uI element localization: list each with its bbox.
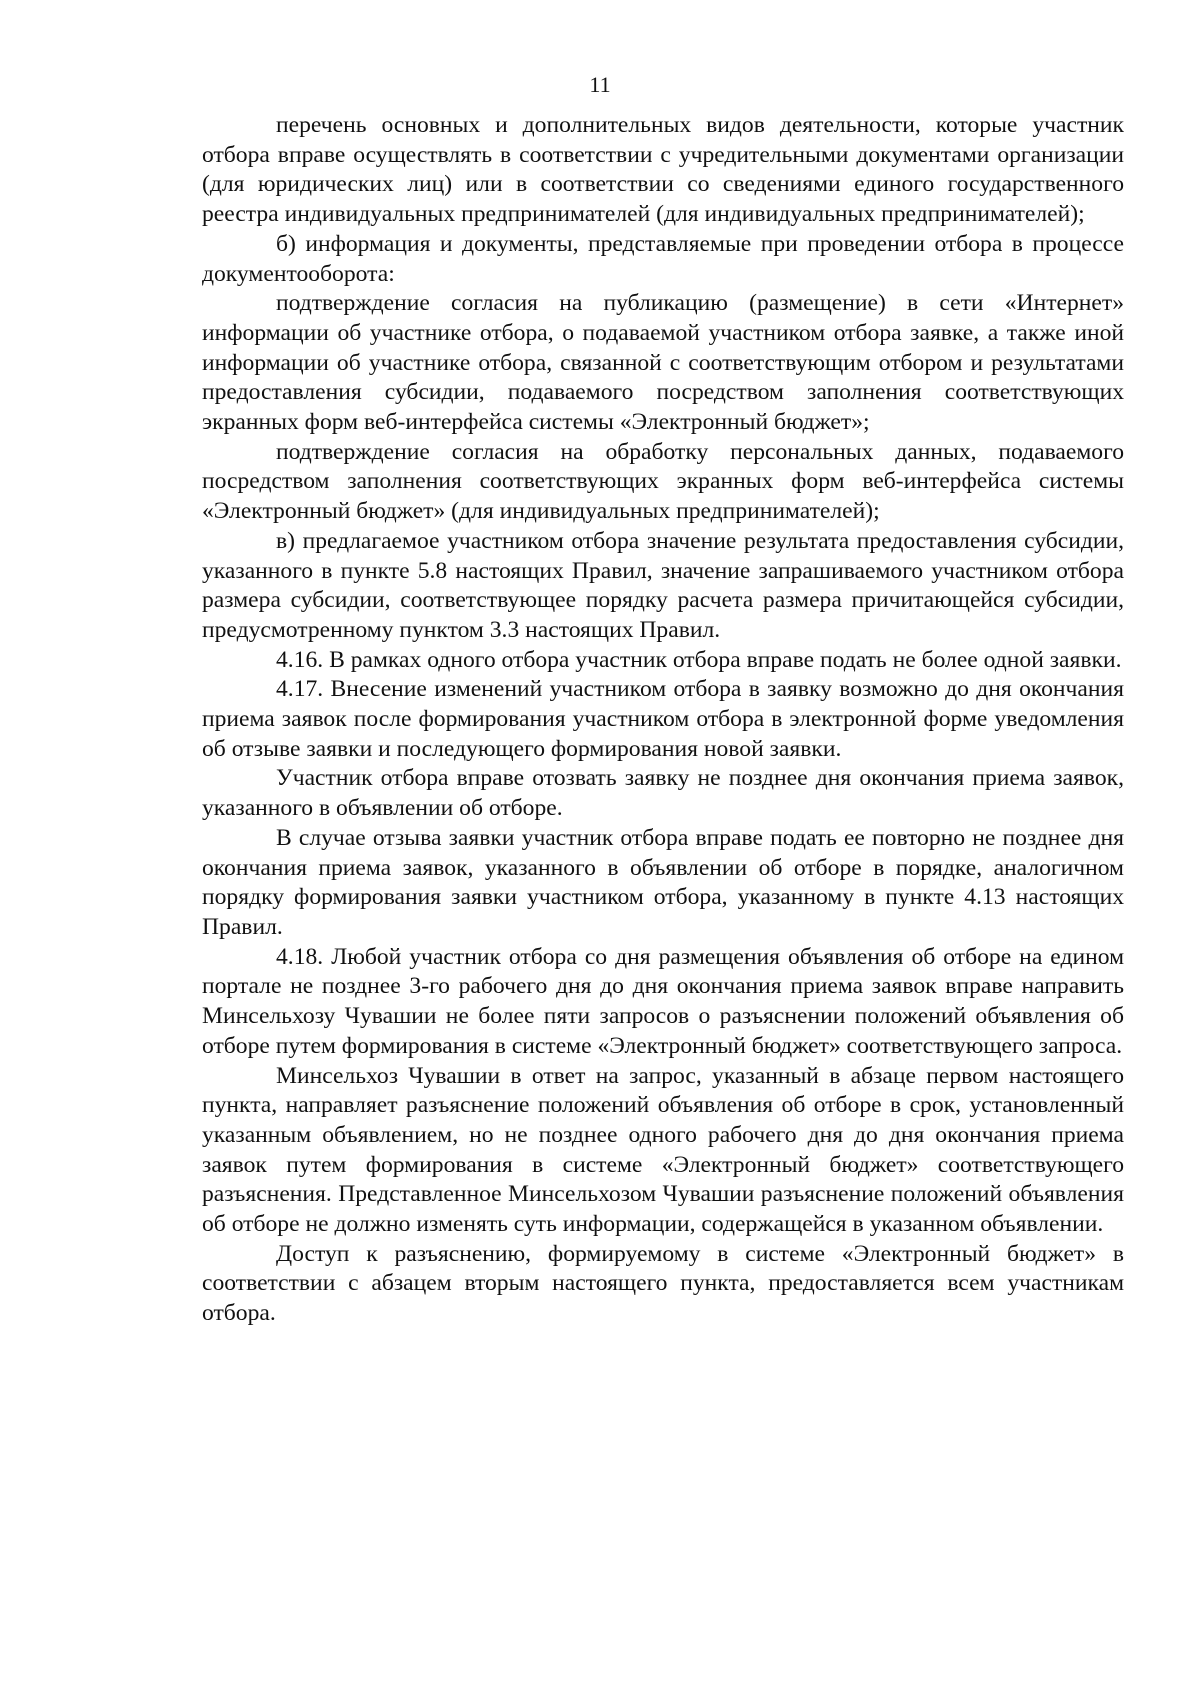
paragraph-clause-c: в) предлагаемое участником отбора значение результата предоставления субсидии, указанного в пункте 5.8 настоящих Правил, значение запрашиваемого участником отбора размера субсидии, соответствующее порядку расчета размера причитающейся субсидии, предусмотренному пунктом 3.3 настоящих Правил. [202,527,1124,643]
document-body [202,111,1124,1329]
paragraph-personal-data-consent: подтверждение согласия на обработку персональных данных, подаваемого посредством заполнения соответствующих экранных форм веб-интерфейса системы «Электронный бюджет» (для индивидуальных предпринимателей); [202,438,1124,525]
paragraph-activities-list: перечень основных и дополнительных видов деятельности, которые участник отбора вправе осуществлять в соответствии с учредительными документами организации (для юридических лиц) или в соответствии со сведениями единого государственного реестра индивидуальных предпринимателей (для индивидуальных предпринимателей); [202,112,1124,228]
paragraph-publication-consent: подтверждение согласия на публикацию (размещение) в сети «Интернет» информации об участнике отбора, о подаваемой участником отбора заявке, а также иной информации об участнике отбора, связанной с соответствующим отбором и результатами предоставления субсидии, подаваемого посредством заполнения соответствующих экранных форм веб-интерфейса системы «Электронный бюджет»; [202,290,1124,436]
page-number: 11 [589,72,611,97]
paragraph-access-to-clarification: Доступ к разъяснению, формируемому в системе «Электронный бюджет» в соответствии с абзацем вторым настоящего пункта, предоставляется всем участникам отбора. [202,1240,1124,1327]
paragraph-4-18: 4.18. Любой участник отбора со дня размещения объявления об отборе на едином портале не позднее 3-го рабочего дня до дня окончания приема заявок вправе направить Минсельхозу Чувашии не более пяти запросов о разъяснении положений объявления об отборе путем формирования в системе «Электронный бюджет» соответствующего запроса. [202,943,1124,1059]
paragraph-withdraw-application: Участник отбора вправе отозвать заявку не позднее дня окончания приема заявок, указанного в объявлении об отборе. [202,765,1124,822]
paragraph-4-16: 4.16. В рамках одного отбора участник отбора вправе подать не более одной заявки. [276,646,1122,673]
paragraph-4-17: 4.17. Внесение изменений участником отбора в заявку возможно до дня окончания приема заявок после формирования участником отбора в электронной форме уведомления об отзыве заявки и последующего формирования новой заявки. [202,676,1124,762]
paragraph-ministry-response: Минсельхоз Чувашии в ответ на запрос, указанный в абзаце первом настоящего пункта, направляет разъяснение положений объявления об отборе в срок, установленный указанным объявлением, но не позднее одного рабочего дня до дня окончания приема заявок путем формирования в системе «Электронный бюджет» соответствующего разъяснения. Представленное Минсельхозом Чувашии разъяснение положений объявления об отборе не должно изменять суть информации, содержащейся в указанном объявлении. [202,1062,1124,1238]
paragraph-resubmit-application: В случае отзыва заявки участник отбора вправе подать ее повторно не позднее дня окончания приема заявок, указанного в объявлении об отборе в порядке, аналогичном порядку формирования заявки участником отбора, указанному в пункте 4.13 настоящих Правил. [202,824,1124,940]
paragraph-clause-b: б) информация и документы, представляемые при проведении отбора в процессе документооборота: [202,230,1124,287]
